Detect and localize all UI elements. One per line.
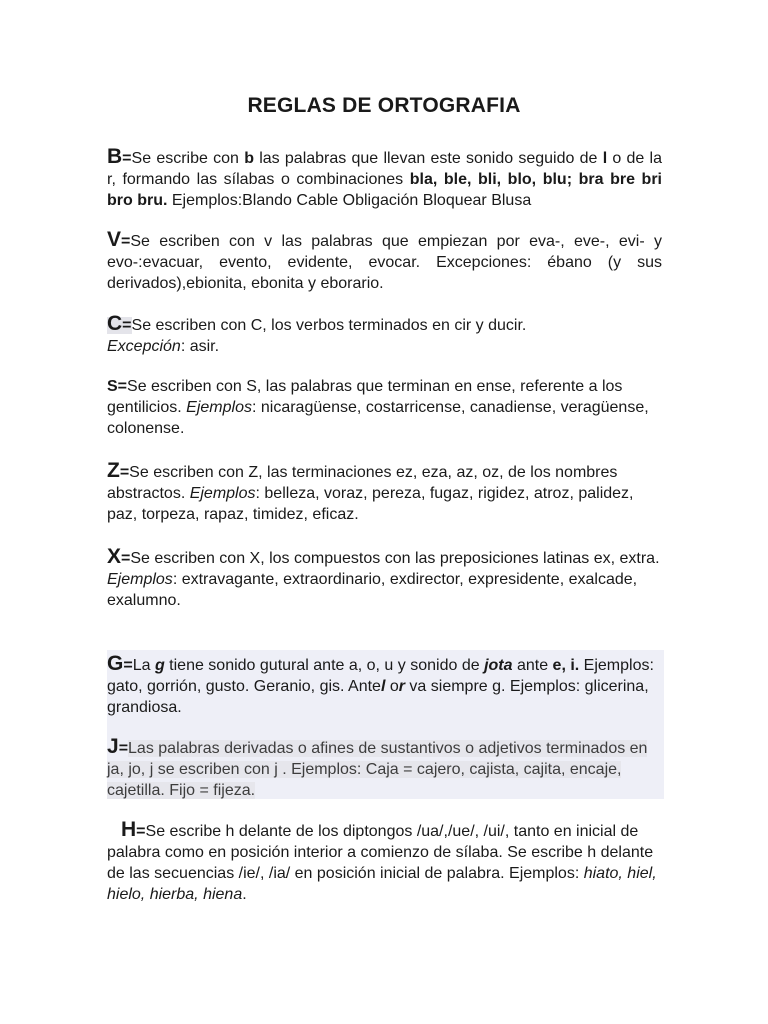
- rule-text: o de la r, formando las sílabas o combinaciones: [107, 150, 663, 188]
- rule-letter-s: S: [107, 378, 118, 395]
- rule-eq: =: [136, 823, 146, 840]
- rule-text: ante: [512, 657, 553, 674]
- rule-eq: =: [118, 740, 129, 757]
- rule-eq: =: [123, 657, 133, 674]
- rule-text: Se escriben con X, los compuestos con las preposiciones latinas ex, extra.: [130, 550, 660, 567]
- rule-italic: Ejemplos: [189, 485, 256, 502]
- rule-bold: bla, ble, bli, blo, blu; bra bre bri bro bru.: [107, 171, 662, 209]
- rule-text: Se escriben con C, los verbos terminados en cir y ducir.: [131, 317, 527, 334]
- rule-text: : nicaragüense, costarricense, canadiense, veragüense, colonense.: [107, 399, 649, 437]
- rule-g: [107, 653, 662, 718]
- rule-italic: Ejemplos: [186, 399, 252, 416]
- rule-letter-b: B: [107, 145, 123, 168]
- rule-letter-g: G: [107, 652, 124, 675]
- rule-italic: Ejemplos: [107, 571, 173, 588]
- rule-text: las palabras que llevan este sonido seguido de: [253, 150, 603, 167]
- rule-text: Se escribe h delante de los diptongos /ua/,/ue/, /ui/, tanto en inicial de palabra como en posición interior a comienzo de sílaba. Se escribe h delante de las secuencias /ie/, /ia/ en posición inicial de palabra. Ejemplos:: [107, 823, 654, 882]
- rule-bold-italic: g: [154, 657, 165, 674]
- rule-text: tiene sonido gutural ante a, o, u y sonido de: [164, 657, 485, 674]
- rule-z: [107, 460, 662, 525]
- rule-text: La: [132, 657, 155, 674]
- rule-eq: =: [121, 550, 131, 567]
- rule-text: : belleza, voraz, pereza, fugaz, rigidez, atroz, palidez, paz, torpeza, rapaz, timidez, eficaz.: [107, 485, 634, 523]
- rule-eq: =: [121, 233, 131, 250]
- rule-b: [107, 146, 662, 211]
- rule-text: Ejemplos:Blando Cable Obligación Bloquear Blusa: [167, 192, 532, 209]
- rule-bold-italic: jota: [484, 657, 513, 674]
- rule-text: .: [242, 886, 247, 903]
- rule-bold: l: [602, 150, 608, 167]
- rule-letter-x: X: [107, 545, 122, 568]
- rule-italic: Excepción: [107, 338, 181, 355]
- rule-italic: hiato, hiel, hielo, hierba, hiena: [107, 865, 657, 903]
- rule-eq: =: [119, 464, 130, 481]
- rule-c: [107, 313, 662, 357]
- rule-text: Se escriben con v las palabras que empiezan por eva-, eve-, evi- y evo-:evacuar, evento, evidente, evocar. Excepciones: ébano (y sus derivados),ebionita, ebonita y eborario.: [107, 233, 662, 292]
- rule-bold-italic: l: [380, 678, 386, 695]
- rule-x: [107, 546, 662, 611]
- rule-text: : asir.: [180, 338, 220, 355]
- rule-text: va siempre g. Ejemplos: glicerina, grandiosa.: [107, 678, 649, 716]
- rule-letter-z: Z: [107, 459, 120, 482]
- rule-eq: =: [122, 150, 132, 167]
- rule-text: Se escriben con S, las palabras que terminan en ense, referente a los gentilicios.: [107, 378, 623, 416]
- rule-text: Se escriben con Z, las terminaciones ez, eza, az, oz, de los nombres abstractos.: [107, 464, 618, 502]
- rule-letter-v: V: [107, 228, 122, 251]
- rule-bold: e, i.: [552, 657, 580, 674]
- rule-text: Las palabras derivadas o afines de sustantivos o adjetivos terminados en ja, jo, j se escriben con j . Ejemplos: Caja = cajero, cajista, cajita, encaje, cajetilla. Fijo = fijeza.: [107, 740, 648, 799]
- rule-letter-h: H: [121, 818, 137, 841]
- rule-j: [107, 736, 662, 801]
- rule-eq: =: [117, 378, 128, 395]
- page-title: REGLAS DE ORTOGRAFIA: [247, 94, 521, 117]
- rule-bold: b: [244, 150, 254, 167]
- rule-eq: =: [122, 317, 132, 334]
- rule-letter-j: J: [107, 735, 119, 758]
- rule-bold-italic: r: [398, 678, 405, 695]
- rule-text: o: [385, 678, 399, 695]
- rule-text: : extravagante, extraordinario, exdirector, expresidente, exalcade, exalumno.: [107, 571, 638, 609]
- rule-text: Ejemplos: gato, gorrión, gusto. Geranio, gis. Ante: [107, 657, 654, 695]
- rule-text: Se escribe con: [131, 150, 245, 167]
- rule-h: [107, 819, 662, 905]
- rule-letter-c: C: [107, 312, 123, 335]
- rule-s: [107, 376, 662, 439]
- rule-v: [107, 229, 662, 294]
